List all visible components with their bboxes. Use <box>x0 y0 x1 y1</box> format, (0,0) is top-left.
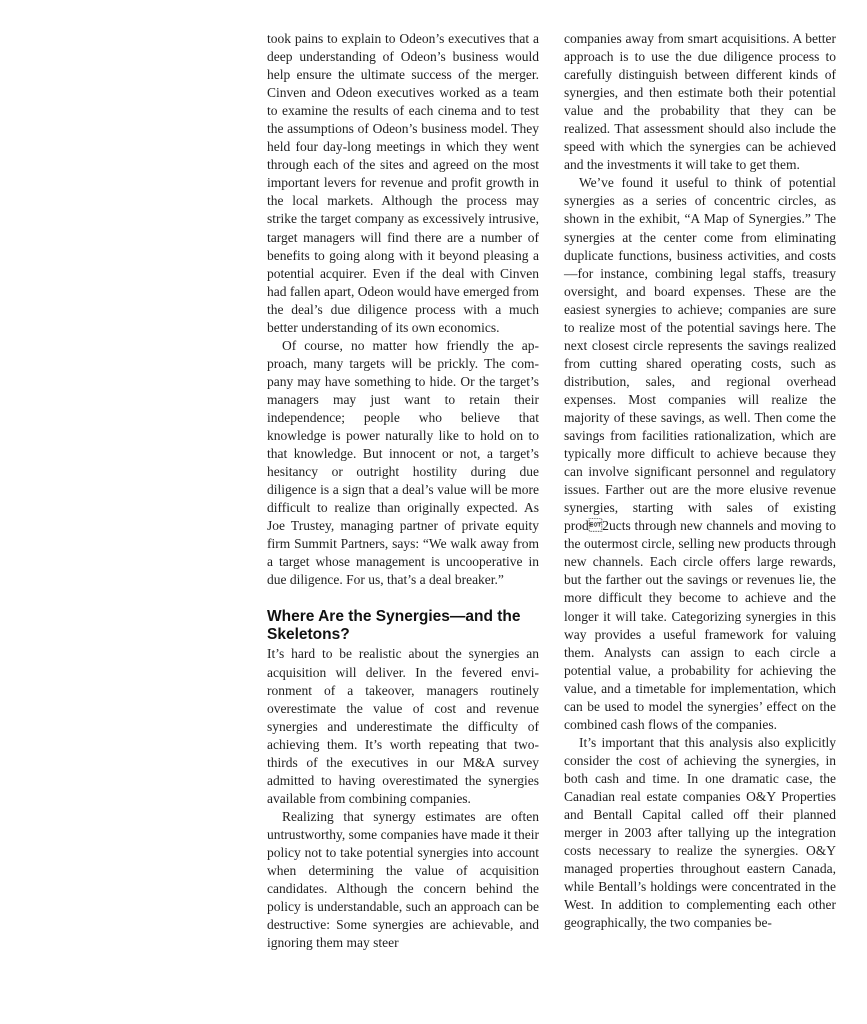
right-paragraph-2: We’ve found it useful to think of potential synergies as a series of concentric circles, as shown in the exhibit, “A Map of Synergies.” The synergies at the center come from eliminating duplicate functions, business activities, and costs—for instance, combining legal staffs, treasury oversight, and board expenses. These are the easiest synergies to achieve; companies are sure to realize most of the potential savings here. The next closest circle represents the savings realized from cutting shared operating costs, such as distribution, sales, and regional overhead expenses. Most companies will realize the majority of these savings, as well. Then come the savings from facilities rationalization, which are typically more difficult to achieve because they can involve significant personnel and regulatory issues. Farther out are the more elusive revenue synergies, starting with sales of existing prod2ucts through new channels and moving to the outermost circle, selling new products through new channels. Each circle offers large rewards, but the farther out the savings or revenues lie, the more difficult they become to achieve and the longer it will take. Categorizing synergies in this way provides a useful framework for valuing them. Analysts can assign to each circle a potential value, a probability for achieving the value, and a timetable for implementation, which can be used to model the synergies’ effect on the combined cash flows of the companies. <box>564 175 836 732</box>
right-paragraph-1: companies away from smart acquisitions. A better approach is to use the due diligence process to carefully distinguish between different kinds of synergies, and then estimate both their potential value and the probability that they can be realized. That assessment should also include the speed with which the synergies can be achieved and the investments it will take to get them. <box>564 31 836 173</box>
left-paragraph-1: took pains to explain to Odeon’s executives that a deep understanding of Odeon’s business would help ensure the ultimate success of the merger. Cinven and Odeon executives worked as a team to examine the results of each cinema and to test the assumptions of Odeon’s business model. They held four day-long meetings in which they went through each of the sites and agreed on the most important levers for revenue and profit growth in the local markets. Although the process may strike the target company as excessively intrusive, target managers will find there are a number of benefits to going along with it beyond pleasing a potential acquirer. Even if the deal with Cinven had fallen apart, Odeon would have emerged from the deal’s due diligence process with a much better understanding of its own economics. <box>267 31 539 335</box>
section-heading: Where Are the Synergies—and the Skeletons? <box>267 608 521 644</box>
left-paragraph-3: It’s hard to be realistic about the synergies an acquisition will deliver. In the fevered environment of a takeover, managers routinely overestimate the value of cost and revenue synergies and underestimate the difficulty of achieving them. It’s worth repeating that two-thirds of the executives in our M&A survey admitted to having overestimated the synergies available from combining companies. <box>267 646 539 806</box>
left-paragraph-2: Of course, no matter how friendly the approach, many targets will be prickly. The company may have something to hide. Or the target’s managers may just want to retain their independence; people who believe that knowledge is power naturally like to hold on to that knowledge. But innocent or not, a target’s hesitancy or outright hostility during due diligence is a sign that a deal’s value will be more difficult to realize than originally expected. As Joe Trustey, managing partner of private equity firm Summit Partners, says: “We walk away from a target whose management is uncooperative in due diligence. For us, that’s a deal breaker.” <box>267 337 539 588</box>
right-column <box>564 30 836 932</box>
left-paragraph-4: Realizing that synergy estimates are often untrustworthy, some companies have made it their policy not to take potential synergies into account when determining the value of acquisition candidates. Although the concern behind the policy is understandable, such an approach can be destructive: Some synergies are achievable, and ignoring them may steer <box>267 808 539 951</box>
right-paragraph-3: It’s important that this analysis also explicitly consider the cost of achieving the synergies, in both cash and time. In one dramatic case, the Canadian real estate companies O&Y Properties and Bentall Capital called off their planned merger in 2003 after tallying up the integration costs necessary to realize the synergies. O&Y managed properties throughout eastern Canada, while Bentall’s holdings were concentrated in the West. In addition to complementing each other geographically, the two companies be- <box>564 734 836 931</box>
left-column <box>267 30 539 952</box>
